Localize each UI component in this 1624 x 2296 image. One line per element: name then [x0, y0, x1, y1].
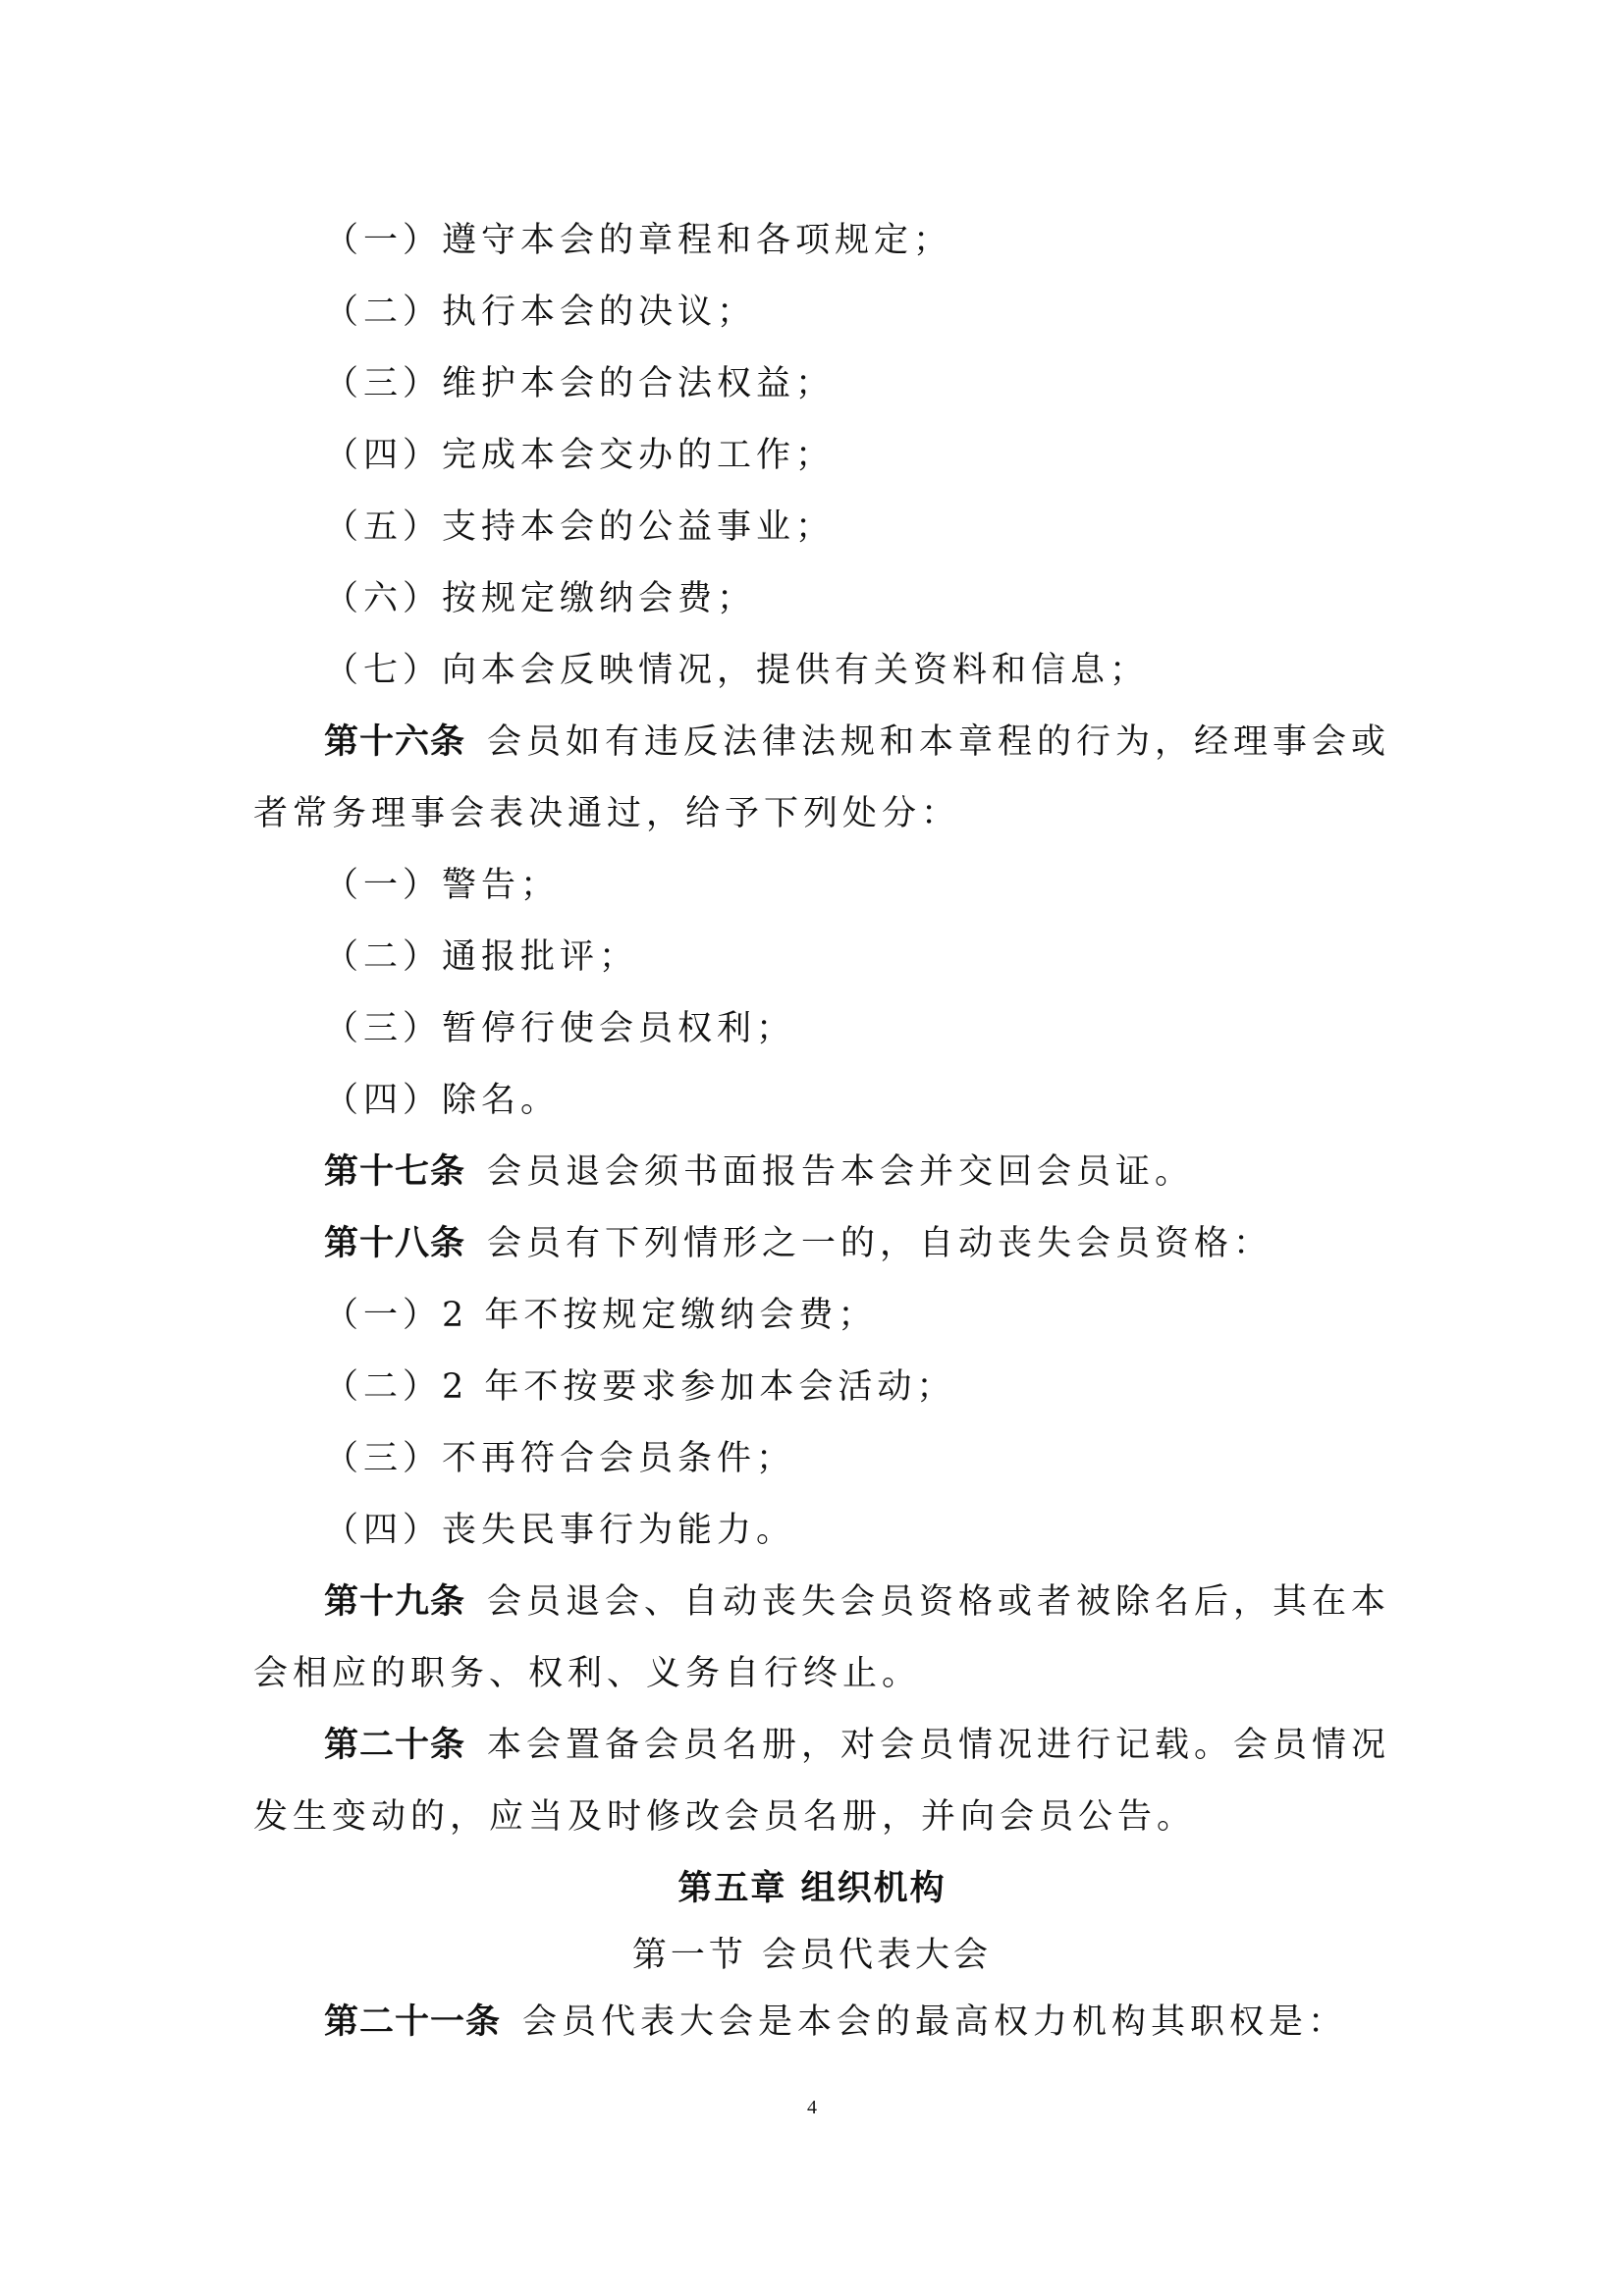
penalty-item-3: （三）暂停行使会员权利； [324, 1009, 796, 1048]
article-21 [324, 1999, 1347, 2046]
article-17 [324, 1148, 1194, 1196]
penalty-item-1: （一）警告； [324, 866, 561, 905]
article-20-continuation: 发生变动的，应当及时修改会员名册，并向会员公告。 [253, 1797, 1197, 1837]
article-17-text: 会员退会须书面报告本会并交回会员证。 [487, 1152, 1195, 1192]
article-20-label: 第二十条 [324, 1726, 466, 1765]
article-18 [324, 1220, 1272, 1267]
obligation-item-3: （三）维护本会的合法权益； [324, 364, 836, 403]
article-19-label: 第十九条 [324, 1582, 466, 1622]
loss-item-2: （二）2 年不按要求参加本会活动； [324, 1367, 956, 1407]
article-18-label: 第十八条 [324, 1224, 466, 1263]
article-16-text: 会员如有违反法律法规和本章程的行为，经理事会或 [487, 722, 1391, 762]
article-17-label: 第十七条 [324, 1152, 466, 1192]
penalty-item-2: （二）通报批评； [324, 937, 639, 977]
obligation-item-7: （七）向本会反映情况，提供有关资料和信息； [324, 651, 1150, 690]
section-heading: 第一节 会员代表大会 [631, 1936, 993, 1975]
article-19-continuation: 会相应的职务、权利、义务自行终止。 [253, 1654, 922, 1693]
article-16-continuation: 者常务理事会表决通过，给予下列处分： [253, 794, 961, 833]
penalty-item-4: （四）除名。 [324, 1081, 561, 1120]
obligation-item-6: （六）按规定缴纳会费； [324, 579, 757, 618]
obligation-item-5: （五）支持本会的公益事业； [324, 507, 836, 547]
article-19-text: 会员退会、自动丧失会员资格或者被除名后，其在本 [487, 1582, 1391, 1622]
article-21-text: 会员代表大会是本会的最高权力机构其职权是： [522, 2002, 1348, 2042]
loss-item-4: （四）丧失民事行为能力。 [324, 1511, 796, 1550]
article-21-label: 第二十一条 [324, 2002, 502, 2042]
obligation-item-1: （一）遵守本会的章程和各项规定； [324, 221, 953, 260]
loss-item-3: （三）不再符合会员条件； [324, 1439, 796, 1478]
page-number: 4 [807, 2097, 817, 2118]
chapter-heading: 第五章 组织机构 [677, 1869, 947, 1908]
article-18-text: 会员有下列情形之一的，自动丧失会员资格： [487, 1224, 1273, 1263]
obligation-item-4: （四）完成本会交办的工作； [324, 436, 836, 475]
article-20-text: 本会置备会员名册，对会员情况进行记载。会员情况 [487, 1726, 1391, 1765]
article-19 [324, 1578, 1390, 1626]
article-16-label: 第十六条 [324, 722, 466, 762]
loss-item-1: （一）2 年不按规定缴纳会费； [324, 1296, 878, 1335]
article-20 [324, 1722, 1390, 1769]
article-16 [324, 719, 1390, 766]
obligation-item-2: （二）执行本会的决议； [324, 293, 757, 332]
